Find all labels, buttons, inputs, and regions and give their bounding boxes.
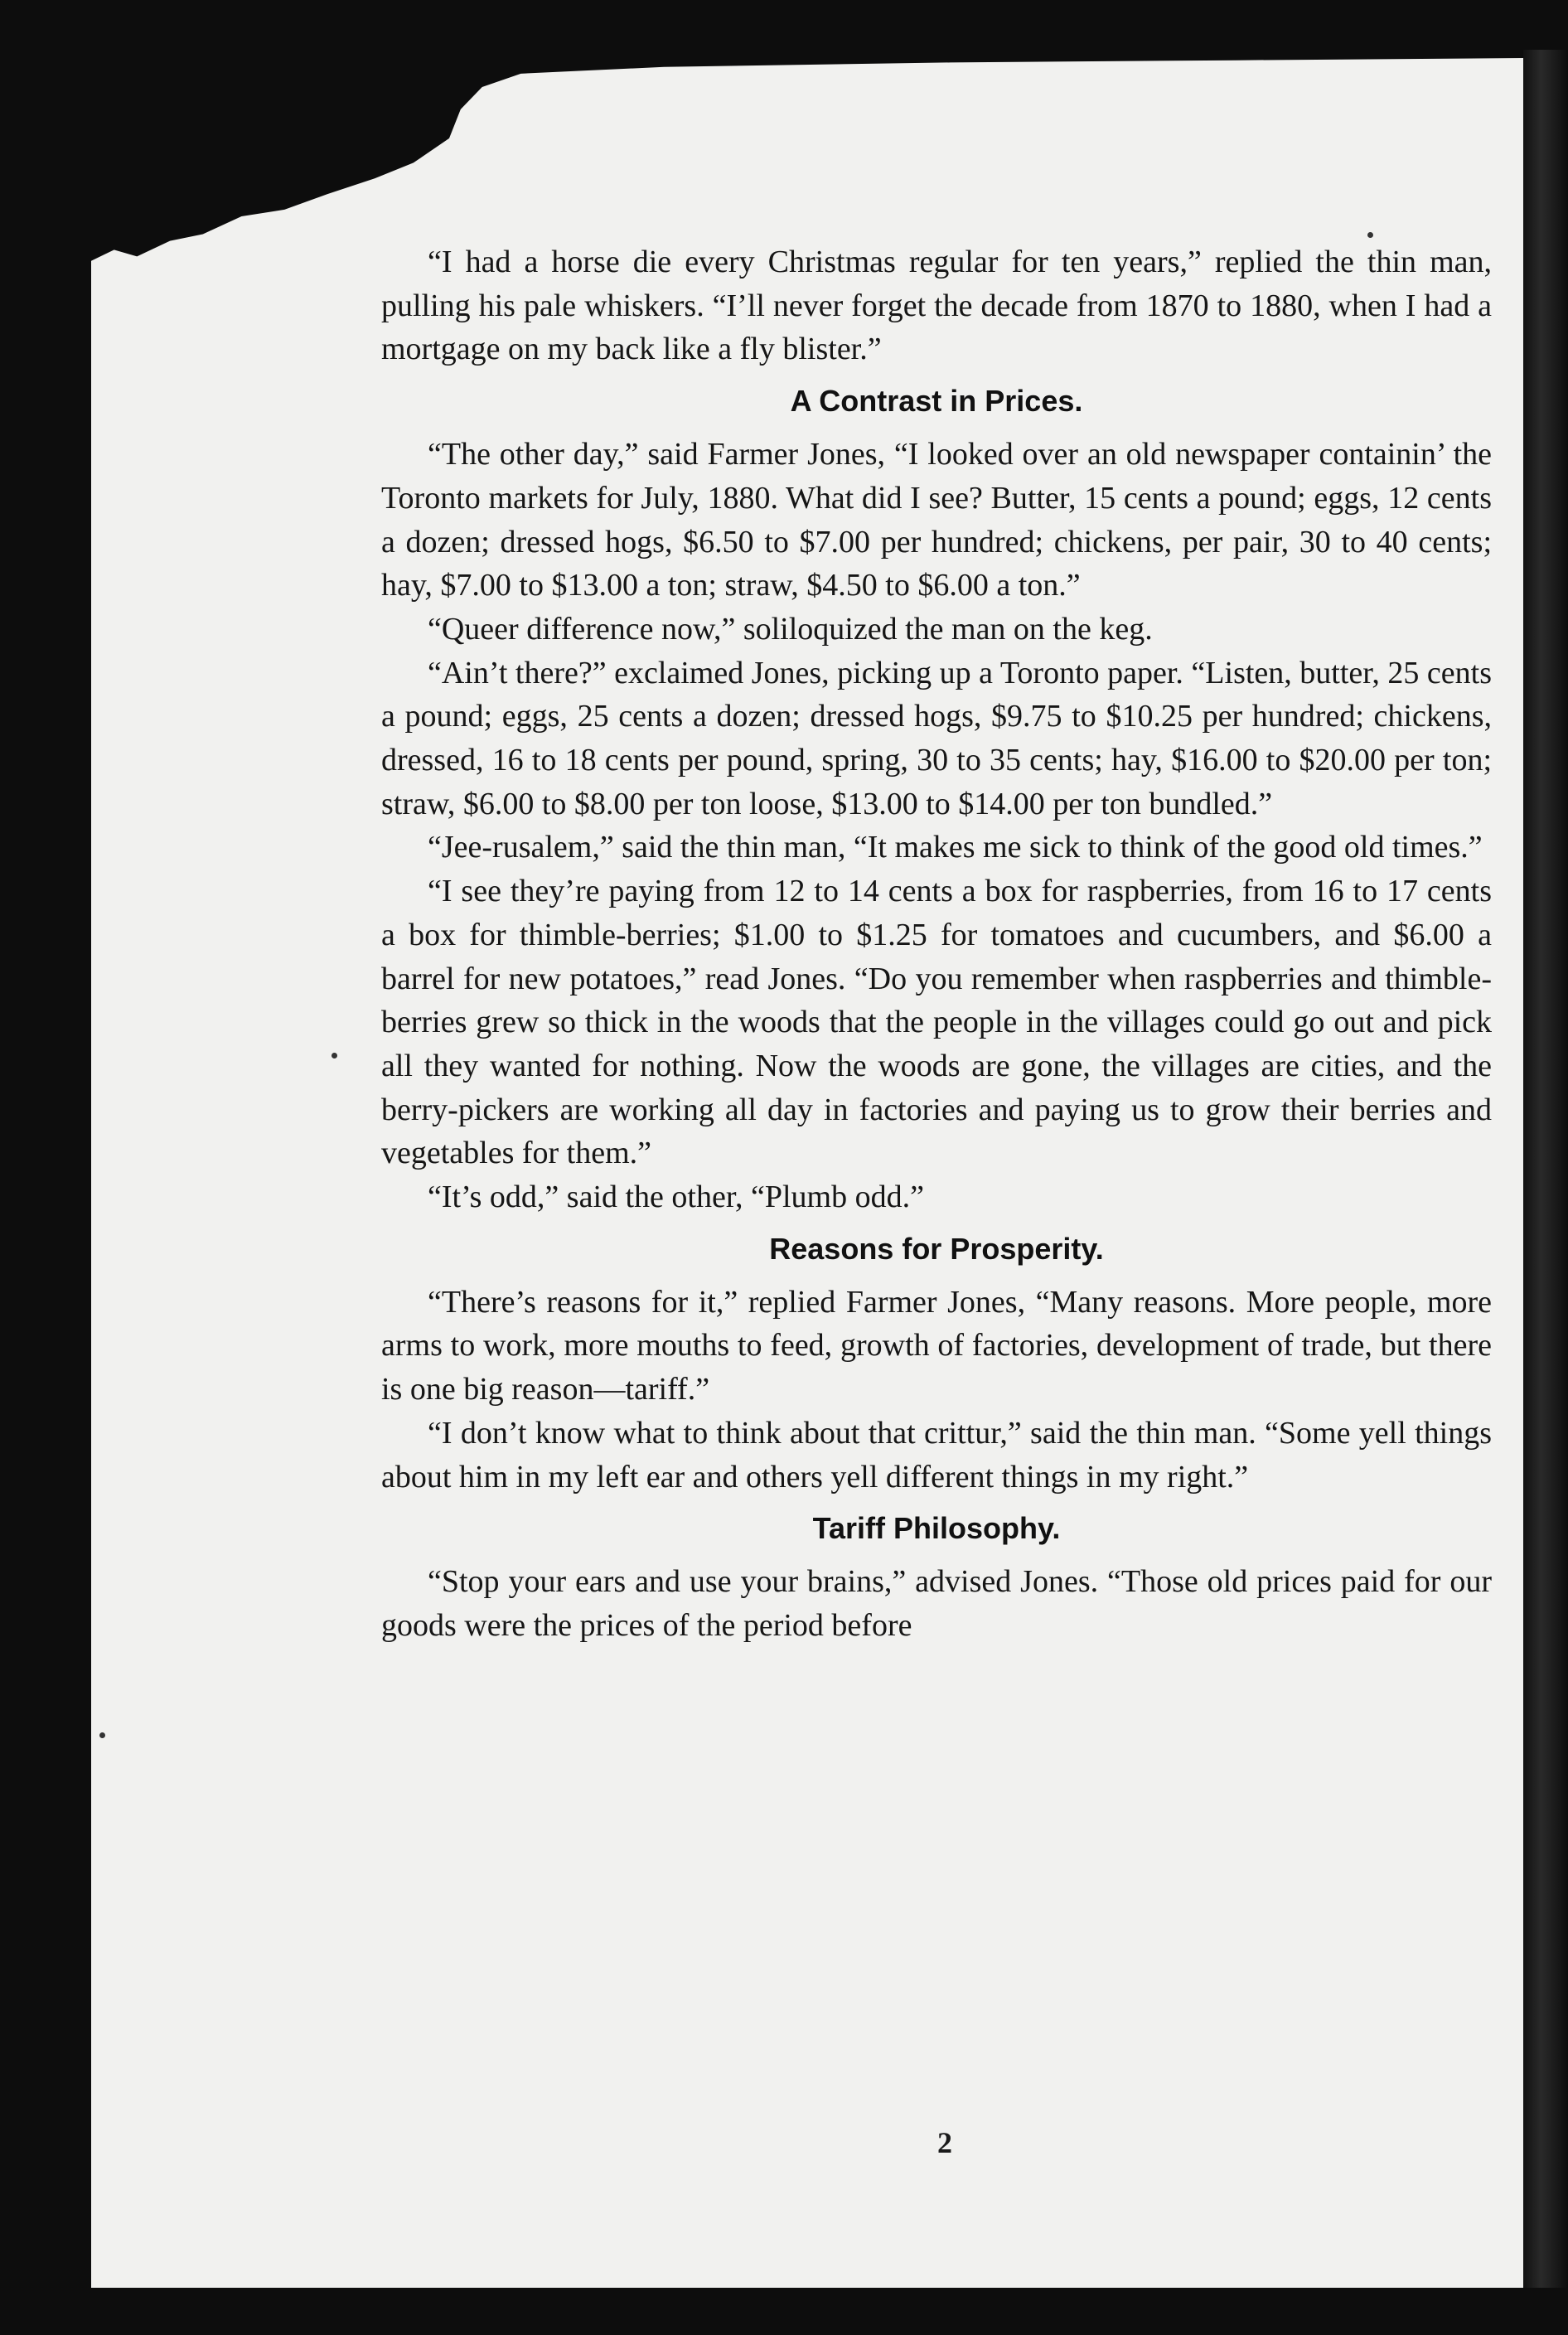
paragraph: “Queer difference now,” soliloquized the man on the keg.: [428, 611, 1153, 647]
section-heading: Tariff Philosophy.: [812, 1511, 1061, 1546]
section-heading: Reasons for Prosperity.: [769, 1231, 1104, 1266]
paper-speck: [99, 1732, 105, 1738]
paragraph: “Jee-rusalem,” said the thin man, “It makes me sick to think of the good old times.”: [428, 830, 1483, 865]
paragraph: “Ain’t there?” exclaimed Jones, picking up a Toronto paper. “Listen, butter, 25 cents a pound; eggs, 25 cents a dozen; dressed hogs, $9.75 to $10.25 per hundred; chickens, dressed, 16 to 18 cents per pound, spring, 30 to 35 cents; hay, $16.00 to $20.00 per ton; straw, $6.00 to $8.00 per ton loose, $13.00 to $14.00 per ton bundled.”: [381, 655, 1492, 821]
paragraph: “I had a horse die every Christmas regular for ten years,” replied the thin man, pulling his pale whiskers. “I’ll never forget the decade from 1870 to 1880, when I had a mortgage on my back like a fly blister.”: [381, 245, 1492, 367]
paragraph: “I see they’re paying from 12 to 14 cents a box for raspberries, from 16 to 17 cents a box for thimble-berries; $1.00 to $1.25 for tomatoes and cucumbers, and $6.00 a barrel for new potatoes,” read Jones. “Do you remember when raspberries and thimble-berries grew so thick in the woods that the people in the villages could go out and pick all they wanted for nothing. Now the woods are gone, the villages are cities, and the berry-pickers are working all day in factories and paying us to grow their berries and vegetables for them.”: [381, 874, 1492, 1171]
paragraph: “I don’t know what to think about that crittur,” said the thin man. “Some yell things about him in my left ear and others yell different things in my right.”: [381, 1415, 1492, 1494]
paragraph: “The other day,” said Farmer Jones, “I looked over an old newspaper containin’ the Toronto markets for July, 1880. What did I see? Butter, 15 cents a pound; eggs, 12 cents a dozen; dressed hogs, $6.50 to $7.00 per hundred; chickens, per pair, 30 to 40 cents; hay, $7.00 to $13.00 a ton; straw, $4.50 to $6.00 a ton.”: [381, 437, 1492, 603]
section-heading: A Contrast in Prices.: [790, 384, 1083, 419]
adjacent-page-edge: [1523, 50, 1568, 2288]
paragraph: “Stop your ears and use your brains,” advised Jones. “Those old prices paid for our goods were the prices of the period before: [381, 1564, 1492, 1643]
paragraph: “It’s odd,” said the other, “Plumb odd.”: [428, 1180, 924, 1215]
paper-speck: [1367, 232, 1373, 238]
paper-speck: [332, 1053, 337, 1059]
page-text: [381, 240, 1492, 1648]
page-number: 2: [937, 2126, 952, 2159]
paragraph: “There’s reasons for it,” replied Farmer Jones, “Many reasons. More people, more arms to work, more mouths to feed, growth of factories, development of trade, but there is one big reason—tariff.”: [381, 1284, 1492, 1407]
